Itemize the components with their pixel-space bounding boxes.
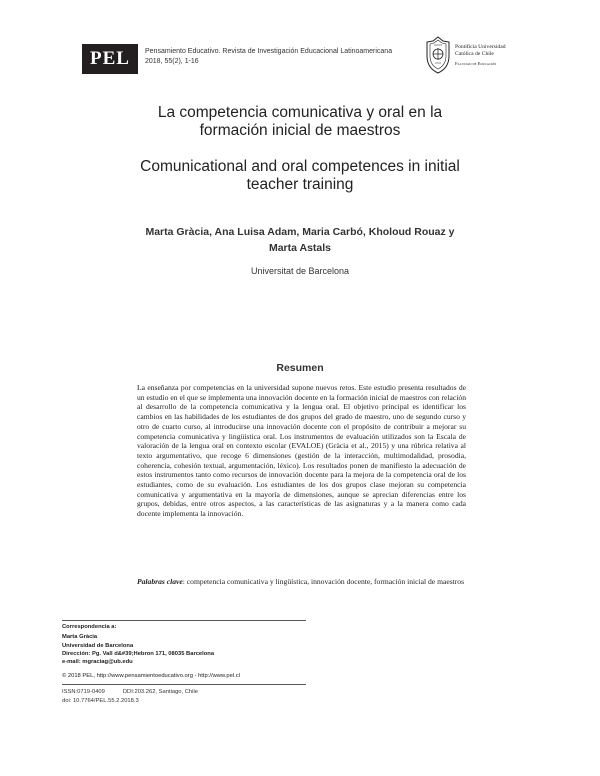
journal-info — [145, 47, 395, 67]
abstract-text: La enseñanza por competencias en la universidad supone nuevos retos. Este estudio presenta resultados de un estudio en el que se implementa una innovación docente en la formación inicial de maestros con relación al desarrollo de la competencia comunicativa y la lengua oral. El objetivo principal es identificar los cambios en las habilidades de los estudiantes de dos grupos del grado de maestro, uno de segundo curso y otro de cuarto curso, al introducirse una innovación docente con el propósito de contribuir a mejorar su competencia comunicativa y lingüística oral. Los instrumentos de evaluación utilizados son la Escala de valoración de la lengua oral en contexto escolar (EVALOE) (Gràcia et al., 2015) y una rúbrica relativa al texto argumentativo, que recoge 6 dimensiones (gestión de la interacción, multimodalidad, prosodia, coherencia, cohesión textual, argumentación, léxico). Los resultados ponen de manifiesto la adecuación de estos instrumentos tanto como recursos de innovación docente para la mejora de la competencia oral de los estudiantes, como de su evaluación. Los estudiantes de los dos grupos clase mejoran su competencia comunicativa y argumentativa en la mayoría de dimensiones, aunque se aprecian diferencias entre los grupos, debidas, entre otros aspectos, a las características de las asignaturas y a la manera como cada docente implementa la innovación. — [137, 383, 466, 519]
footer-divider-2 — [62, 684, 306, 685]
correspondence-email[interactable]: e-mail: mgraciag@ub.edu — [62, 659, 133, 666]
correspondence — [62, 623, 214, 666]
journal-name: Pensamiento Educativo. Revista de Investigación Educacional Latinoamericana — [145, 48, 393, 55]
authors: Marta Gràcia, Ana Luisa Adam, Maria Carbó, Kholoud Rouaz y Marta Astals — [145, 226, 455, 254]
publication-ids — [62, 688, 198, 705]
title-english: Comunicational and oral competences in initial teacher training — [140, 158, 460, 193]
copyright: © 2018 PEL, http://www.pensamientoeducativo.org - http://www.pel.cl — [62, 673, 240, 679]
issn: ISSN:0719-0409 — [62, 689, 105, 695]
ddi: DDI:203.262, Santiago, Chile — [122, 689, 198, 695]
footer-divider — [62, 620, 306, 621]
university-line2: Católica de Chile — [455, 51, 494, 57]
university-line1: Pontificia Universidad — [455, 44, 506, 50]
abstract-heading: Resumen — [276, 362, 324, 374]
title-spanish: La competencia comunicativa y oral en la formación inicial de maestros — [157, 104, 443, 139]
university-seal-icon — [425, 36, 451, 74]
journal-volume: 2018, 55(2), 1-16 — [145, 58, 199, 65]
keywords-label: Palabras clave — [137, 577, 183, 586]
faculty-name: Facultad de Educación — [455, 61, 497, 66]
correspondence-heading: Correspondencia a: — [62, 624, 117, 630]
correspondence-name: Marta Gràcia — [62, 634, 98, 641]
correspondence-address: Dirección: Pg. Vall d&#39;Hebron 171, 08035 Barcelona — [62, 650, 215, 657]
affiliation: Universitat de Barcelona — [250, 266, 350, 276]
university-logo — [425, 36, 535, 76]
keywords — [137, 577, 466, 587]
keywords-list: : competencia comunicativa y lingüística, innovación docente, formación inicial de maestros — [182, 577, 465, 586]
journal-logo: PEL — [82, 44, 138, 74]
doi[interactable]: doi: 10.7764/PEL.55.2.2018.3 — [62, 697, 139, 704]
university-name — [455, 44, 506, 67]
correspondence-university: Universidad de Barcelona — [62, 642, 134, 649]
